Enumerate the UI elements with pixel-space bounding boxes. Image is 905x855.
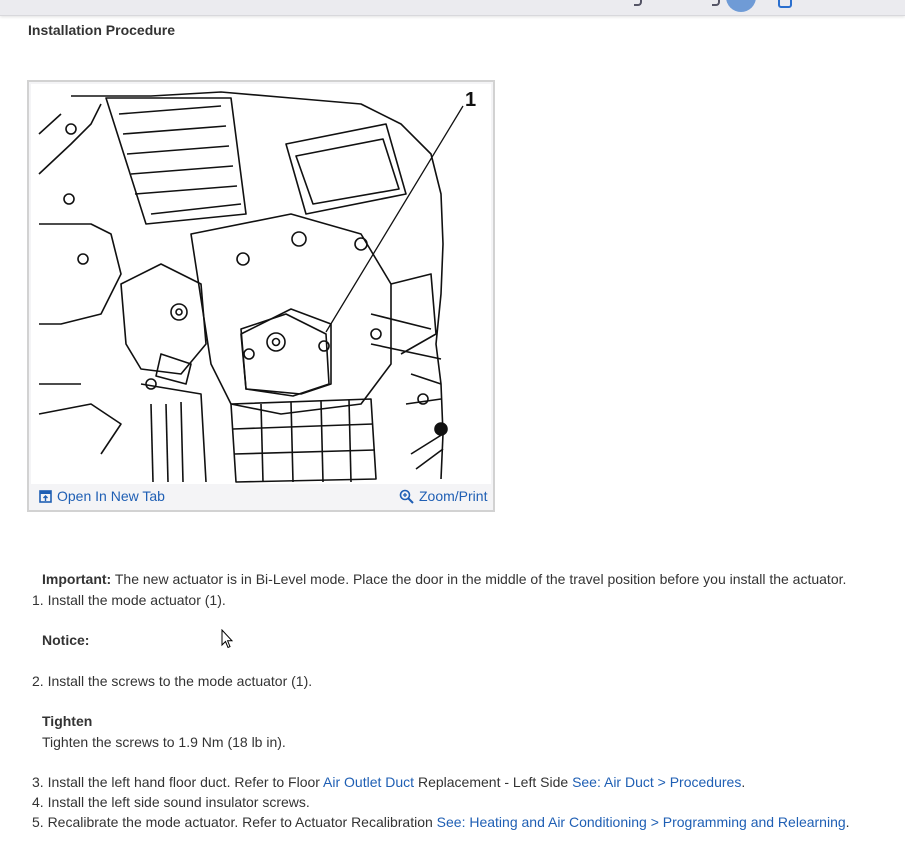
step-1: 1. Install the mode actuator (1). xyxy=(32,592,226,608)
mouse-cursor-icon xyxy=(221,629,233,649)
zoom-print-label: Zoom/Print xyxy=(419,488,488,504)
hvac-programming-link[interactable]: See: Heating and Air Conditioning > Programming and Relearning xyxy=(436,814,846,830)
tighten-text: Tighten the screws to 1.9 Nm (18 lb in). xyxy=(42,734,286,750)
add-folder-icon[interactable] xyxy=(778,0,792,8)
search-icon[interactable] xyxy=(634,0,642,6)
zoom-icon xyxy=(399,489,414,504)
air-duct-procedures-link[interactable]: See: Air Duct > Procedures xyxy=(572,774,742,790)
step-2: 2. Install the screws to the mode actuator (1). xyxy=(32,673,313,689)
top-toolbar xyxy=(0,0,905,16)
open-in-new-tab-icon xyxy=(39,490,52,503)
zoom-print-link[interactable] xyxy=(399,488,487,504)
notice-label: Notice: xyxy=(42,632,90,648)
figure-container xyxy=(27,80,495,512)
callout-number: 1 xyxy=(465,89,477,111)
step-3: 3. Install the left hand floor duct. Refer to Floor Air Outlet Duct Replacement - Left Side See: Air Duct > Procedures. xyxy=(32,774,746,790)
dropdown-icon[interactable] xyxy=(712,0,720,6)
important-text: The new actuator is in Bi-Level mode. Place the door in the middle of the travel position before you install the actuator. xyxy=(111,571,847,587)
open-in-new-tab-link[interactable] xyxy=(39,488,165,504)
air-outlet-duct-link[interactable]: Air Outlet Duct xyxy=(323,774,415,790)
avatar[interactable] xyxy=(726,0,756,12)
important-note xyxy=(42,571,846,587)
mode-actuator-illustration xyxy=(31,84,491,484)
hvac-module-drawing xyxy=(31,84,491,484)
open-in-new-tab-label: Open In New Tab xyxy=(57,488,165,504)
step-4: 4. Install the left side sound insulator screws. xyxy=(32,794,310,810)
important-label: Important: xyxy=(42,571,112,587)
section-title: Installation Procedure xyxy=(28,22,176,38)
step-5: 5. Recalibrate the mode actuator. Refer to Actuator Recalibration See: Heating and Air Conditioning > Programming and Relearning. xyxy=(32,814,850,830)
tighten-label: Tighten xyxy=(42,713,93,729)
